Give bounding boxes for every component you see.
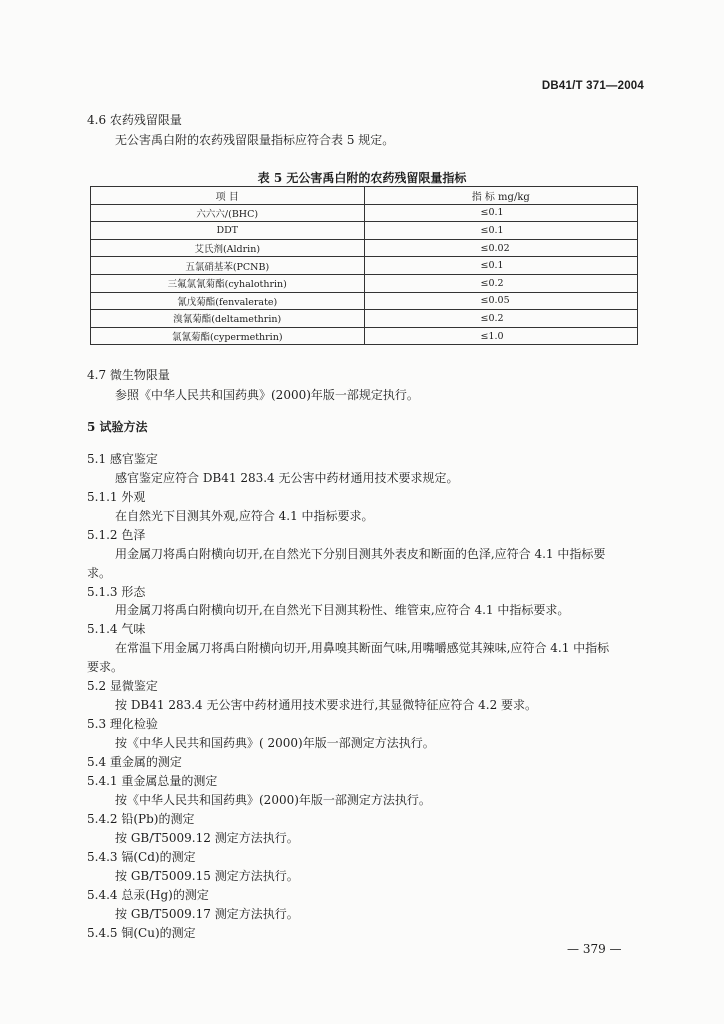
section-5-1-1-heading: 5.1.1 外观 — [87, 490, 146, 504]
section-5-1-3-text: 用金属刀将禹白附横向切开,在自然光下目测其粉性、维管束,应符合 4.1 中指标要求。 — [115, 603, 570, 617]
section-5-1-heading: 5.1 感官鉴定 — [87, 452, 158, 466]
section-5-4-5-heading: 5.4.5 铜(Cu)的测定 — [87, 926, 196, 940]
table-row — [91, 310, 638, 328]
section-5-4-4-text: 按 GB/T5009.17 测定方法执行。 — [115, 907, 299, 921]
section-5-1-text: 感官鉴定应符合 DB41 283.4 无公害中药材通用技术要求规定。 — [115, 471, 459, 485]
section-5-1-4-text-line1: 在常温下用金属刀将禹白附横向切开,用鼻嗅其断面气味,用嘴嚼感觉其辣味,应符合 4.1 中指标 — [115, 641, 610, 655]
section-5-4-2-text: 按 GB/T5009.12 测定方法执行。 — [115, 831, 299, 845]
section-5-heading: 5 试验方法 — [87, 420, 148, 434]
cell-item: 溴氰菊酯(deltamethrin) — [91, 310, 365, 328]
column-header-item: 项 目 — [91, 187, 365, 205]
section-4-7-heading: 4.7 微生物限量 — [87, 368, 170, 382]
table-header-row — [91, 187, 638, 205]
cell-limit: ≤0.02 — [364, 239, 638, 257]
column-header-limit: 指 标 mg/kg — [364, 187, 638, 205]
table-row — [91, 327, 638, 345]
cell-item: 六六六/(BHC) — [91, 204, 365, 222]
cell-limit: ≤0.1 — [364, 222, 638, 240]
cell-limit: ≤0.2 — [364, 310, 638, 328]
cell-limit: ≤0.2 — [364, 274, 638, 292]
standard-code: DB41/T 371—2004 — [541, 80, 644, 92]
section-5-1-2-heading: 5.1.2 色泽 — [87, 528, 146, 542]
table-row — [91, 257, 638, 275]
cell-item: DDT — [91, 222, 365, 240]
page-number: — 379 — — [567, 942, 622, 956]
section-4-7-text: 参照《中华人民共和国药典》(2000)年版一部规定执行。 — [115, 388, 419, 402]
section-4-6-heading: 4.6 农药残留限量 — [87, 113, 182, 127]
section-5-2-text: 按 DB41 283.4 无公害中药材通用技术要求进行,其显微特征应符合 4.2 要求。 — [115, 698, 538, 712]
section-5-1-2-text-line1: 用金属刀将禹白附横向切开,在自然光下分别目测其外表皮和断面的色泽,应符合 4.1 中指标要 — [115, 547, 606, 561]
pesticide-limit-table — [90, 186, 638, 345]
section-5-4-1-text: 按《中华人民共和国药典》(2000)年版一部测定方法执行。 — [115, 793, 431, 807]
cell-limit: ≤0.05 — [364, 292, 638, 310]
table-row — [91, 274, 638, 292]
section-5-2-heading: 5.2 显微鉴定 — [87, 679, 158, 693]
section-4-6-text: 无公害禹白附的农药残留限量指标应符合表 5 规定。 — [115, 133, 395, 147]
section-5-3-text: 按《中华人民共和国药典》( 2000)年版一部测定方法执行。 — [115, 736, 435, 750]
section-5-4-heading: 5.4 重金属的测定 — [87, 755, 182, 769]
section-5-1-4-heading: 5.1.4 气味 — [87, 622, 146, 636]
cell-limit: ≤1.0 — [364, 327, 638, 345]
section-5-3-heading: 5.3 理化检验 — [87, 717, 158, 731]
section-5-1-1-text: 在自然光下目测其外观,应符合 4.1 中指标要求。 — [115, 509, 374, 523]
cell-item: 三氟氯氰菊酯(cyhalothrin) — [91, 274, 365, 292]
cell-item: 氯氰菊酯(cypermethrin) — [91, 327, 365, 345]
cell-item: 五氯硝基苯(PCNB) — [91, 257, 365, 275]
section-5-4-3-text: 按 GB/T5009.15 测定方法执行。 — [115, 869, 299, 883]
section-5-4-4-heading: 5.4.4 总汞(Hg)的测定 — [87, 888, 209, 902]
cell-item: 艾氏剂(Aldrin) — [91, 239, 365, 257]
cell-limit: ≤0.1 — [364, 204, 638, 222]
section-5-1-2-text-line2: 求。 — [87, 566, 112, 580]
section-5-1-4-text-line2: 要求。 — [87, 660, 124, 674]
cell-limit: ≤0.1 — [364, 257, 638, 275]
table-row — [91, 204, 638, 222]
table-row — [91, 239, 638, 257]
section-5-1-3-heading: 5.1.3 形态 — [87, 585, 146, 599]
section-5-4-2-heading: 5.4.2 铅(Pb)的测定 — [87, 812, 195, 826]
table-row — [91, 222, 638, 240]
section-5-4-3-heading: 5.4.3 镉(Cd)的测定 — [87, 850, 196, 864]
table-row — [91, 292, 638, 310]
cell-item: 氰戊菊酯(fenvalerate) — [91, 292, 365, 310]
section-5-4-1-heading: 5.4.1 重金属总量的测定 — [87, 774, 218, 788]
table-5-caption: 表 5 无公害禹白附的农药残留限量指标 — [257, 171, 467, 185]
